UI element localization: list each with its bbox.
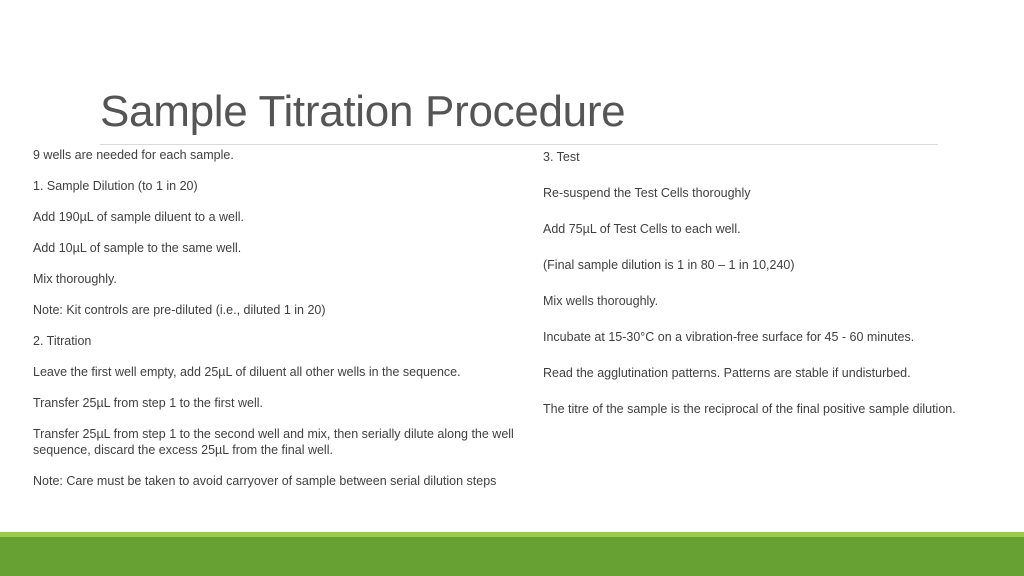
left-paragraph: Add 190µL of sample diluent to a well. — [33, 210, 245, 224]
left-paragraph: 2. Titration — [33, 334, 92, 348]
left-paragraph: 9 wells are needed for each sample. — [33, 148, 234, 162]
right-paragraph: The titre of the sample is the reciprocal of the final positive sample dilution. — [543, 402, 956, 416]
right-text-column — [543, 149, 963, 437]
left-paragraph: Transfer 25µL from step 1 to the second well and mix, then serially dilute along the well sequence, discard the excess 25µL from the final well. — [33, 427, 514, 457]
right-paragraph: 3. Test — [543, 150, 580, 164]
right-paragraph: Read the agglutination patterns. Patterns are stable if undisturbed. — [543, 366, 911, 380]
right-paragraph: Incubate at 15-30°C on a vibration-free surface for 45 - 60 minutes. — [543, 330, 915, 344]
left-paragraph: Mix thoroughly. — [33, 272, 117, 286]
left-paragraph: Leave the first well empty, add 25µL of diluent all other wells in the sequence. — [33, 365, 461, 379]
right-paragraph: Re-suspend the Test Cells thoroughly — [543, 186, 751, 200]
title-divider — [100, 144, 938, 145]
left-paragraph: Note: Kit controls are pre-diluted (i.e., diluted 1 in 20) — [33, 303, 326, 317]
right-paragraph: Mix wells thoroughly. — [543, 294, 659, 308]
slide-title: Sample Titration Procedure — [100, 87, 626, 136]
left-text-column — [33, 147, 523, 504]
right-paragraph: Add 75µL of Test Cells to each well. — [543, 222, 741, 236]
left-paragraph: Note: Care must be taken to avoid carryover of sample between serial dilution steps — [33, 474, 497, 488]
left-paragraph: Add 10µL of sample to the same well. — [33, 241, 242, 255]
footer-band — [0, 537, 1024, 576]
left-paragraph: 1. Sample Dilution (to 1 in 20) — [33, 179, 198, 193]
right-paragraph: (Final sample dilution is 1 in 80 – 1 in 10,240) — [543, 258, 795, 272]
left-paragraph: Transfer 25µL from step 1 to the first well. — [33, 396, 263, 410]
